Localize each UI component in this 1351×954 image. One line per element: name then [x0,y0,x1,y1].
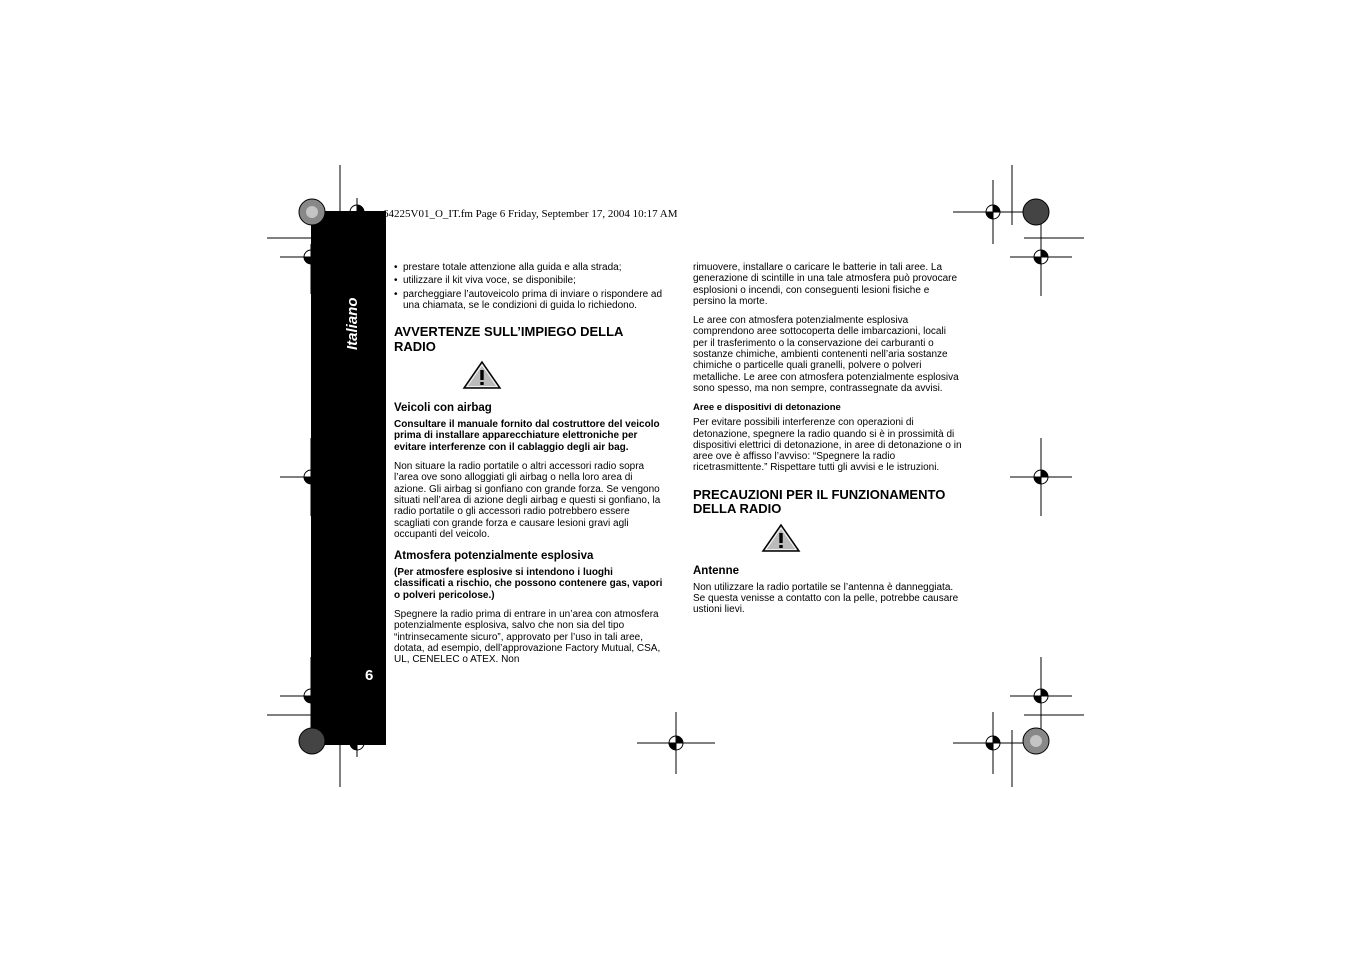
language-label: Italiano [344,297,361,350]
page-number: 6 [365,667,374,684]
paragraph: Le aree con atmosfera potenzialmente esplosiva comprendono aree sottocoperta delle imbarcazioni, locali per il trasferimento o la conservazione dei carburanti o sostanze chimiche, ambienti contenenti nell’aria sostanze chimiche o particelle quali granelli, polvere o polveri metalliche. Le aree con atmosfera potenzialmente esplosiva sono spesso, ma non sempre, contrassegnate da avvisi. [693,315,959,394]
detonation-body-text: Per evitare possibili interferenze con operazioni di detonazione, spegnere la radio quando si è in prossimità di dispositivi elettrici di detonazione, in aree di detonazione o in aree ove è affisso l’avviso: “Spegnere la radio ricetrasmittente.” Rispettare tutti gli avvisi e le istruzioni. [693,417,962,474]
section-title: PRECAUZIONI PER IL FUNZIONAMENTO DELLA RADIO [693,486,946,517]
detonation-title: Aree e dispositivi di detonazione [693,402,841,414]
list-item: • utilizzare il kit viva voce, se disponibile; [394,275,664,286]
airbag-title: Veicoli con airbag [394,402,492,415]
antenna-title: Antenne [693,564,739,577]
airbag-warning-text: Consultare il manuale fornito dal costruttore del veicolo prima di installare apparecchiature elettroniche per evitare interferenze con il cablaggio degli air bag. [394,419,660,453]
airbag-body-text: Non situare la radio portatile o altri accessori radio sopra l’area ove sono alloggiati gli airbag o nella loro area di azione. Gli airbag si gonfiano con grande forza. Se vengono situati nell’area di azione degli airbag e questi si gonfiano, la radio portatile o gli accessori radio potrebbero essere scagliati con grande forza e causare lesioni gravi agli occupanti del veicolo. [394,461,661,540]
atmosphere-definition-text: (Per atmosfere esplosive si intendono i luoghi classificati a rischio, che possono contenere gas, vapori o polveri pericolose.) [394,567,663,601]
header-file-line: 64225V01_O_IT.fm Page 6 Friday, September 17, 2004 10:17 AM [383,208,678,220]
list-item: • parcheggiare l’autoveicolo prima di inviare o rispondere ad una chiamata, se le condizioni di guida lo richiedono. [394,289,664,312]
atmosphere-body-text: Spegnere la radio prima di entrare in un’area con atmosfera potenzialmente esplosiva, salvo che non sia del tipo “intrinsecamente sicuro”, approvato per l’uso in tali aree, dotata, ad esempio, dell’approvazione Factory Mutual, CSA, UL, CENELEC o ATEX. Non [394,609,661,666]
paragraph: rimuovere, installare o caricare le batterie in tali aree. La generazione di scintille in una tale atmosfera può provocare esplosioni o incendi, con conseguenti lesioni fisiche e persino la morte. [693,262,958,307]
antenna-body-text: Non utilizzare la radio portatile se l’antenna è danneggiata. Se questa venisse a contatto con la pelle, potrebbe causare ustioni lievi. [693,581,959,616]
section-title: AVVERTENZE SULL’IMPIEGO DELLA RADIO [394,324,623,354]
list-item: • prestare totale attenzione alla guida e alla strada; [394,262,664,273]
atmosphere-title: Atmosfera potenzialmente esplosiva [394,550,594,563]
